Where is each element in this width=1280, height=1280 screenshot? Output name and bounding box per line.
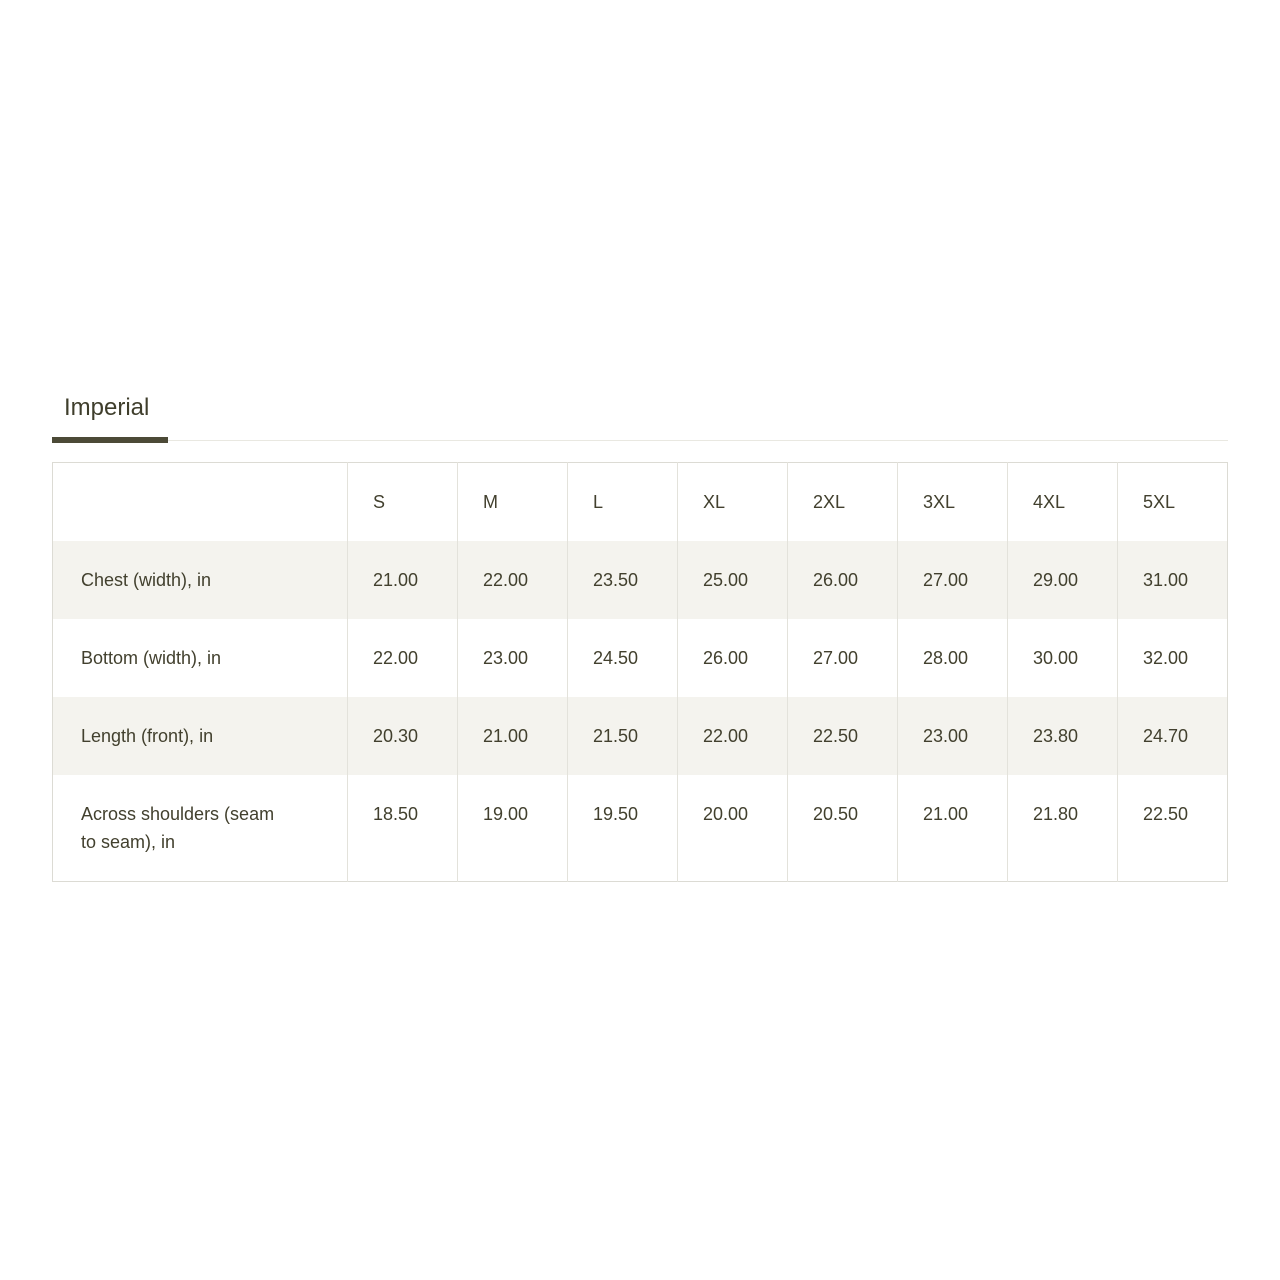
size-column-header: 3XL xyxy=(898,463,1008,542)
size-column-header: 5XL xyxy=(1118,463,1228,542)
measurement-value: 23.50 xyxy=(568,541,678,619)
measurement-value: 22.50 xyxy=(788,697,898,775)
size-column-header: S xyxy=(348,463,458,542)
measurement-value: 26.00 xyxy=(788,541,898,619)
measurement-label-header xyxy=(53,463,348,542)
size-column-header: XL xyxy=(678,463,788,542)
measurement-label: Bottom (width), in xyxy=(53,619,348,697)
table-row xyxy=(53,697,1228,775)
measurement-value: 20.00 xyxy=(678,775,788,882)
measurement-value: 28.00 xyxy=(898,619,1008,697)
measurement-value: 19.00 xyxy=(458,775,568,882)
size-column-header: L xyxy=(568,463,678,542)
measurement-value: 22.50 xyxy=(1118,775,1228,882)
table-header xyxy=(53,463,1228,542)
measurement-value: 22.00 xyxy=(348,619,458,697)
measurement-value: 23.00 xyxy=(898,697,1008,775)
tab-imperial-label: Imperial xyxy=(64,394,150,421)
measurement-value: 24.70 xyxy=(1118,697,1228,775)
measurement-value: 21.00 xyxy=(898,775,1008,882)
measurement-value: 21.00 xyxy=(458,697,568,775)
table-row xyxy=(53,775,1228,882)
table-row xyxy=(53,541,1228,619)
measurement-value: 20.50 xyxy=(788,775,898,882)
size-column-header: M xyxy=(458,463,568,542)
measurement-label: Length (front), in xyxy=(53,697,348,775)
measurement-value: 24.50 xyxy=(568,619,678,697)
measurement-value: 21.80 xyxy=(1008,775,1118,882)
measurement-value: 22.00 xyxy=(678,697,788,775)
measurement-value: 29.00 xyxy=(1008,541,1118,619)
measurement-value: 21.00 xyxy=(348,541,458,619)
measurement-value: 23.80 xyxy=(1008,697,1118,775)
measurement-value: 20.30 xyxy=(348,697,458,775)
measurement-value: 23.00 xyxy=(458,619,568,697)
tab-imperial[interactable] xyxy=(52,388,161,440)
measurement-value: 27.00 xyxy=(788,619,898,697)
size-header-row xyxy=(53,463,1228,542)
measurement-value: 25.00 xyxy=(678,541,788,619)
measurement-value: 27.00 xyxy=(898,541,1008,619)
measurement-label: Chest (width), in xyxy=(53,541,348,619)
measurement-value: 30.00 xyxy=(1008,619,1118,697)
units-tabbar xyxy=(52,388,1228,441)
measurement-value: 31.00 xyxy=(1118,541,1228,619)
size-column-header: 2XL xyxy=(788,463,898,542)
table-body xyxy=(53,541,1228,882)
table-row xyxy=(53,619,1228,697)
measurement-value: 18.50 xyxy=(348,775,458,882)
size-chart-table xyxy=(52,462,1228,882)
active-tab-underline xyxy=(52,437,168,443)
measurement-value: 21.50 xyxy=(568,697,678,775)
size-column-header: 4XL xyxy=(1008,463,1118,542)
measurement-value: 32.00 xyxy=(1118,619,1228,697)
measurement-label: Across shoulders (seam to seam), in xyxy=(53,775,348,882)
measurement-value: 22.00 xyxy=(458,541,568,619)
measurement-value: 19.50 xyxy=(568,775,678,882)
measurement-value: 26.00 xyxy=(678,619,788,697)
